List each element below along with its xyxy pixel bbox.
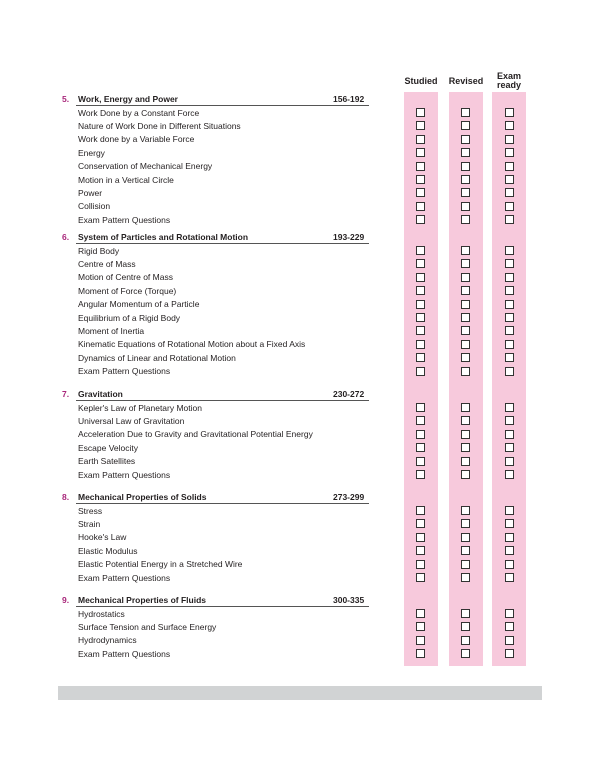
studied-checkbox[interactable] xyxy=(416,108,425,117)
studied-checkbox[interactable] xyxy=(416,215,425,224)
topic-item: Centre of Mass xyxy=(78,258,136,269)
revised-checkbox[interactable] xyxy=(461,649,470,658)
topic-item: Hydrostatics xyxy=(78,608,125,619)
studied-checkbox[interactable] xyxy=(416,636,425,645)
exam-ready-checkbox[interactable] xyxy=(505,546,514,555)
topic-item: Dynamics of Linear and Rotational Motion xyxy=(78,352,236,363)
revised-checkbox[interactable] xyxy=(461,340,470,349)
revised-checkbox[interactable] xyxy=(461,560,470,569)
exam-ready-checkbox[interactable] xyxy=(505,340,514,349)
topic-item: Equilibrium of a Rigid Body xyxy=(78,312,181,323)
topic-item: Work done by a Variable Force xyxy=(78,134,195,145)
topic-item: Escape Velocity xyxy=(78,442,139,453)
exam-ready-checkbox[interactable] xyxy=(505,215,514,224)
topic-item: Elastic Modulus xyxy=(78,545,138,556)
exam-ready-checkbox[interactable] xyxy=(505,273,514,282)
studied-checkbox[interactable] xyxy=(416,560,425,569)
studied-checkbox[interactable] xyxy=(416,622,425,631)
studied-checkbox[interactable] xyxy=(416,457,425,466)
studied-checkbox[interactable] xyxy=(416,430,425,439)
exam-ready-checkbox[interactable] xyxy=(505,259,514,268)
studied-checkbox[interactable] xyxy=(416,416,425,425)
topic-item: Exam Pattern Questions xyxy=(78,648,171,659)
revised-checkbox[interactable] xyxy=(461,367,470,376)
studied-checkbox[interactable] xyxy=(416,649,425,658)
studied-column-header: Studied xyxy=(404,76,438,86)
chapter-number: 9. xyxy=(62,595,70,605)
exam-ready-column-header xyxy=(479,72,539,90)
exam-ready-checkbox[interactable] xyxy=(505,443,514,452)
exam-ready-checkbox[interactable] xyxy=(505,403,514,412)
exam-ready-checkbox[interactable] xyxy=(505,416,514,425)
revised-checkbox[interactable] xyxy=(461,622,470,631)
topic-item: Kinematic Equations of Rotational Motion about a Fixed Axis xyxy=(78,339,306,350)
revised-checkbox[interactable] xyxy=(461,121,470,130)
topic-item: Exam Pattern Questions xyxy=(78,214,171,225)
exam-ready-checkbox[interactable] xyxy=(505,506,514,515)
exam-ready-checkbox[interactable] xyxy=(505,560,514,569)
studied-checkbox[interactable] xyxy=(416,162,425,171)
exam-ready-checkbox[interactable] xyxy=(505,202,514,211)
exam-ready-checkbox[interactable] xyxy=(505,313,514,322)
topic-item: Conservation of Mechanical Energy xyxy=(78,161,213,172)
revised-checkbox[interactable] xyxy=(461,470,470,479)
topic-item: Acceleration Due to Gravity and Gravitational Potential Energy xyxy=(78,429,313,440)
chapter-number: 8. xyxy=(62,492,70,502)
studied-checkbox[interactable] xyxy=(416,188,425,197)
chapter-title: Mechanical Properties of Fluids xyxy=(78,595,207,605)
studied-checkbox[interactable] xyxy=(416,367,425,376)
exam-ready-checkbox[interactable] xyxy=(505,457,514,466)
exam-ready-checkbox[interactable] xyxy=(505,188,514,197)
chapter-title: Mechanical Properties of Solids xyxy=(78,492,207,502)
chapter-title: Gravitation xyxy=(78,389,123,399)
exam-ready-checkbox[interactable] xyxy=(505,108,514,117)
exam-ready-checkbox[interactable] xyxy=(505,636,514,645)
exam-ready-checkbox[interactable] xyxy=(505,609,514,618)
exam-ready-header-line2: ready xyxy=(496,80,522,90)
revised-column-header: Revised xyxy=(448,76,484,86)
studied-checkbox[interactable] xyxy=(416,286,425,295)
chapter-underline xyxy=(76,243,369,244)
revised-checkbox[interactable] xyxy=(461,175,470,184)
revised-checkbox[interactable] xyxy=(461,108,470,117)
studied-checkbox[interactable] xyxy=(416,546,425,555)
revised-checkbox[interactable] xyxy=(461,215,470,224)
topic-item: Power xyxy=(78,187,103,198)
revised-checkbox[interactable] xyxy=(461,162,470,171)
revised-checkbox[interactable] xyxy=(461,533,470,542)
studied-checkbox[interactable] xyxy=(416,506,425,515)
chapter-title: Work, Energy and Power xyxy=(78,94,178,104)
chapter-page-range: 300-335 xyxy=(333,595,365,605)
studied-checkbox[interactable] xyxy=(416,609,425,618)
studied-checkbox[interactable] xyxy=(416,300,425,309)
studied-checkbox[interactable] xyxy=(416,175,425,184)
topic-item: Exam Pattern Questions xyxy=(78,366,171,377)
exam-ready-header-line1: Exam xyxy=(496,71,522,81)
chapter-page-range: 193-229 xyxy=(333,232,365,242)
studied-checkbox[interactable] xyxy=(416,135,425,144)
exam-ready-checkbox[interactable] xyxy=(505,121,514,130)
topic-item: Elastic Potential Energy in a Stretched Wire xyxy=(78,559,243,570)
exam-ready-checkbox[interactable] xyxy=(505,162,514,171)
studied-checkbox[interactable] xyxy=(416,121,425,130)
revised-checkbox[interactable] xyxy=(461,259,470,268)
studied-checkbox[interactable] xyxy=(416,403,425,412)
topic-item: Angular Momentum of a Particle xyxy=(78,299,200,310)
revised-checkbox[interactable] xyxy=(461,636,470,645)
revised-checkbox[interactable] xyxy=(461,546,470,555)
topic-item: Collision xyxy=(78,201,111,212)
studied-checkbox[interactable] xyxy=(416,326,425,335)
topic-item: Moment of Inertia xyxy=(78,325,145,336)
exam-ready-checkbox[interactable] xyxy=(505,367,514,376)
topic-item: Nature of Work Done in Different Situations xyxy=(78,120,241,131)
revised-checkbox[interactable] xyxy=(461,148,470,157)
footer-bar xyxy=(58,686,542,700)
revised-checkbox[interactable] xyxy=(461,353,470,362)
studied-checkbox[interactable] xyxy=(416,470,425,479)
topic-item: Motion of Centre of Mass xyxy=(78,272,173,283)
chapter-number: 5. xyxy=(62,94,70,104)
exam-ready-checkbox[interactable] xyxy=(505,135,514,144)
revised-checkbox[interactable] xyxy=(461,313,470,322)
revised-checkbox[interactable] xyxy=(461,403,470,412)
revised-checkbox[interactable] xyxy=(461,326,470,335)
topic-item: Exam Pattern Questions xyxy=(78,572,171,583)
exam-ready-checkbox[interactable] xyxy=(505,519,514,528)
topic-item: Rigid Body xyxy=(78,245,120,256)
topic-item: Surface Tension and Surface Energy xyxy=(78,621,217,632)
revised-checkbox[interactable] xyxy=(461,609,470,618)
revised-checkbox[interactable] xyxy=(461,573,470,582)
chapter-page-range: 230-272 xyxy=(333,389,365,399)
topic-item: Earth Satellites xyxy=(78,456,136,467)
exam-ready-checkbox[interactable] xyxy=(505,246,514,255)
exam-ready-checkbox[interactable] xyxy=(505,326,514,335)
chapter-page-range: 273-299 xyxy=(333,492,365,502)
chapter-underline xyxy=(76,503,369,504)
revised-checkbox[interactable] xyxy=(461,202,470,211)
revised-checkbox[interactable] xyxy=(461,506,470,515)
studied-checkbox[interactable] xyxy=(416,246,425,255)
chapter-page-range: 156-192 xyxy=(333,94,365,104)
topic-item: Stress xyxy=(78,505,103,516)
exam-ready-checkbox[interactable] xyxy=(505,573,514,582)
exam-ready-checkbox[interactable] xyxy=(505,622,514,631)
topic-item: Moment of Force (Torque) xyxy=(78,285,177,296)
chapter-number: 6. xyxy=(62,232,70,242)
revised-checkbox[interactable] xyxy=(461,443,470,452)
revised-checkbox[interactable] xyxy=(461,416,470,425)
revised-checkbox[interactable] xyxy=(461,188,470,197)
exam-ready-checkbox[interactable] xyxy=(505,470,514,479)
topic-item: Motion in a Vertical Circle xyxy=(78,174,174,185)
topic-item: Strain xyxy=(78,518,101,529)
studied-checkbox[interactable] xyxy=(416,519,425,528)
studied-checkbox[interactable] xyxy=(416,148,425,157)
revised-checkbox[interactable] xyxy=(461,519,470,528)
topic-item: Kepler's Law of Planetary Motion xyxy=(78,402,202,413)
studied-checkbox[interactable] xyxy=(416,353,425,362)
revised-checkbox[interactable] xyxy=(461,300,470,309)
topic-item: Hooke's Law xyxy=(78,532,127,543)
revised-checkbox[interactable] xyxy=(461,430,470,439)
exam-ready-checkbox[interactable] xyxy=(505,286,514,295)
studied-checkbox[interactable] xyxy=(416,202,425,211)
topic-item: Energy xyxy=(78,147,105,158)
revised-checkbox[interactable] xyxy=(461,457,470,466)
topic-item: Exam Pattern Questions xyxy=(78,469,171,480)
revised-checkbox[interactable] xyxy=(461,286,470,295)
exam-ready-checkbox[interactable] xyxy=(505,533,514,542)
studied-checkbox[interactable] xyxy=(416,313,425,322)
revised-checkbox[interactable] xyxy=(461,246,470,255)
chapter-title: System of Particles and Rotational Motion xyxy=(78,232,249,242)
studied-checkbox[interactable] xyxy=(416,340,425,349)
revised-checkbox[interactable] xyxy=(461,273,470,282)
topic-item: Hydrodynamics xyxy=(78,635,137,646)
studied-checkbox[interactable] xyxy=(416,259,425,268)
topic-item: Universal Law of Gravitation xyxy=(78,415,185,426)
studied-checkbox[interactable] xyxy=(416,273,425,282)
chapter-number: 7. xyxy=(62,389,70,399)
exam-ready-checkbox[interactable] xyxy=(505,430,514,439)
studied-checkbox[interactable] xyxy=(416,533,425,542)
studied-checkbox[interactable] xyxy=(416,573,425,582)
exam-ready-checkbox[interactable] xyxy=(505,300,514,309)
exam-ready-checkbox[interactable] xyxy=(505,148,514,157)
exam-ready-checkbox[interactable] xyxy=(505,353,514,362)
exam-ready-checkbox[interactable] xyxy=(505,175,514,184)
studied-checkbox[interactable] xyxy=(416,443,425,452)
topic-item: Work Done by a Constant Force xyxy=(78,107,200,118)
exam-ready-checkbox[interactable] xyxy=(505,649,514,658)
revised-checkbox[interactable] xyxy=(461,135,470,144)
